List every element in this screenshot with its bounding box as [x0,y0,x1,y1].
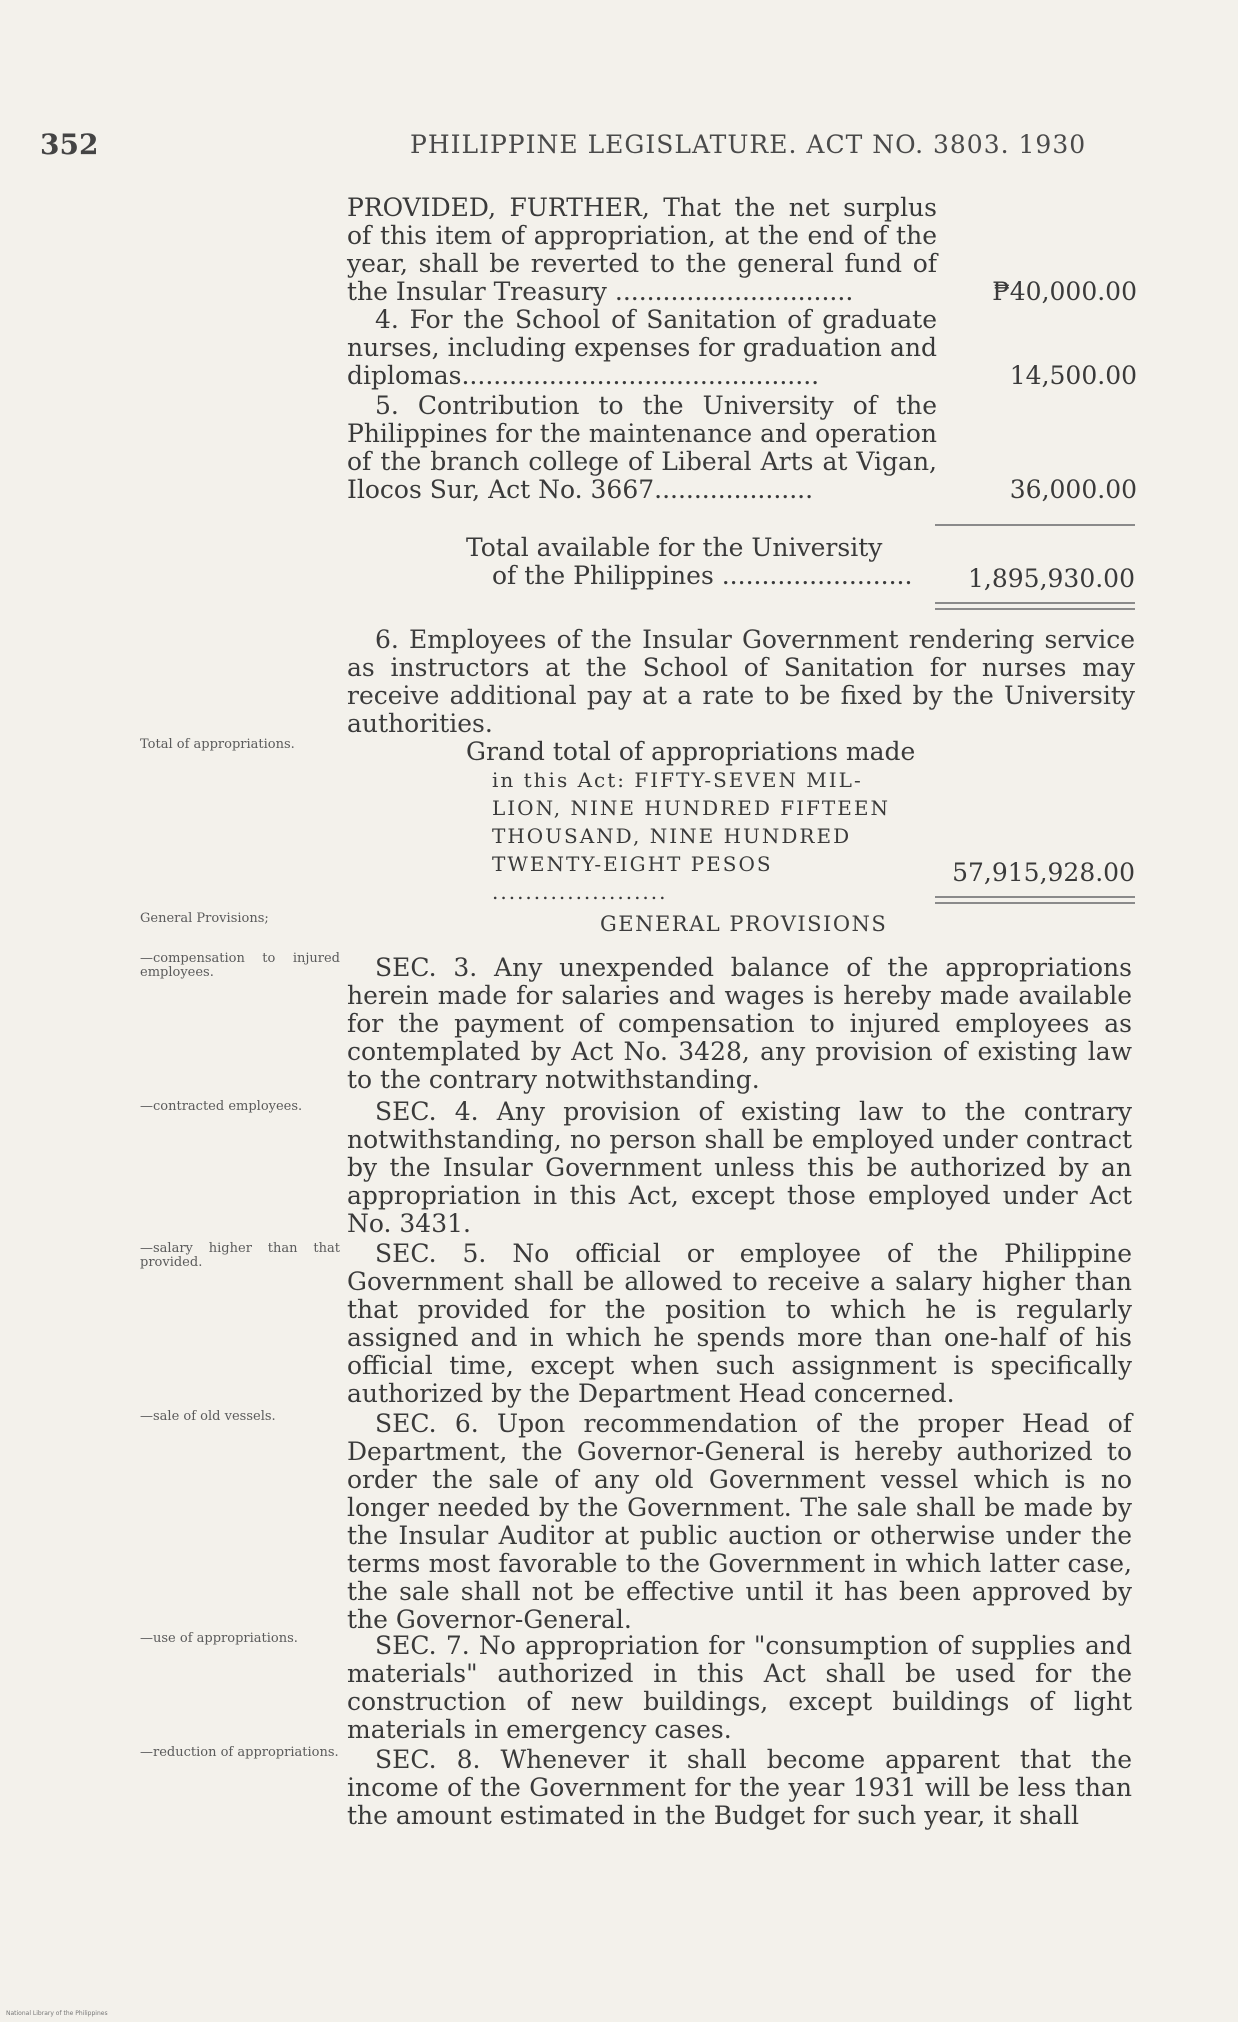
item-4-amount: 14,500.00 [1009,361,1137,390]
section-5: SEC. 5. No official or employee of the Philippine Government shall be allowed to receive a salary higher than that provided for the position to which he is regularly assigned and in which he spends more than one-half of his official time, except when such assignment is specifically authorized by the Department Head concerned. [347,1239,1132,1408]
section-6: SEC. 6. Upon recommendation of the proper Head of Department, the Governor-General is hereby authorized to order the sale of any old Government vessel which is no longer needed by the Government. The sale shall be made by the Insular Auditor at public auction or otherwise under the terms most favorable to the Government in which latter case, the sale shall not be effective until it has been approved by the Governor-General. [347,1409,1132,1634]
proviso-amount: ₱40,000.00 [992,277,1137,306]
margin-note-total: Total of appropriations. [140,737,295,752]
page-number: 352 [40,128,99,161]
grand-label-line-4: THOUSAND, NINE HUNDRED [492,824,852,848]
item-6-text: 6. Employees of the Insular Government rendering service as instructors at the School of Sanitation for nurses may receive additional pay at a rate to be fixed by the University authorities. [347,625,1135,738]
item-5-row [347,392,1137,504]
item-4-row [347,306,1137,390]
total-label-line-2: of the Philippines ........................ [492,561,913,590]
margin-note-contracted: —contracted employees. [140,1099,303,1114]
university-total-label [466,534,936,590]
section-3: SEC. 3. Any unexpended balance of the appropriations herein made for salaries and wages is hereby made available for the payment of compensation to injured employees as contemplated by Act No. 3428, any provision of existing law to the contrary notwithstanding. [347,953,1132,1094]
total-double-rule [935,602,1135,610]
general-provisions-heading: GENERAL PROVISIONS [600,912,888,936]
margin-note-compensation: —compensation to injured employees. [140,951,340,980]
section-4: SEC. 4. Any provision of existing law to the contrary notwithstanding, no person shall be employed under contract by the Insular Government unless this be authorized by an appropriation in this Act, except those employed under Act No. 3431. [347,1097,1132,1238]
proviso-row [347,194,1137,306]
item-5-text: 5. Contribution to the University of the Philippines for the maintenance and operation of the branch college of Liberal Arts at Vigan, Ilocos Sur, Act No. 3667.................... [347,391,937,504]
margin-note-general: General Provisions; [140,911,269,926]
margin-note-sale: —sale of old vessels. [140,1409,276,1424]
subtotal-rule [935,524,1135,526]
section-7: SEC. 7. No appropriation for "consumption of supplies and materials" authorized in this Act shall be used for the construction of new buildings, except buildings of light materials in emergency cases. [347,1631,1132,1744]
grand-label-line-5: TWENTY-EIGHT PESOS ..................... [492,852,773,904]
page-header [40,128,1140,168]
item-4-text: 4. For the School of Sanitation of graduate nurses, including expenses for graduation and diplomas............................................. [347,305,937,390]
margin-note-reduction: —reduction of appropriations. [140,1745,339,1760]
margin-note-use: —use of appropriations. [140,1631,298,1646]
footer-source: National Library of the Philippines [6,2010,108,2017]
grand-label-line-3: LION, NINE HUNDRED FIFTEEN [492,796,890,820]
running-title: PHILIPPINE LEGISLATURE. ACT NO. 3803. 1930 [410,130,1087,159]
grand-total-double-rule [935,896,1135,904]
grand-total-amount: 57,915,928.00 [952,858,1135,887]
grand-label-line-1: Grand total of appropriations made [466,737,916,766]
item-5-amount: 36,000.00 [1009,475,1137,504]
university-total-amount: 1,895,930.00 [968,564,1135,593]
margin-note-salary: —salary higher than that provided. [140,1241,340,1270]
grand-total-label [466,738,936,906]
total-label-line-1: Total available for the University [466,533,883,562]
proviso-text: PROVIDED, FURTHER, That the net surplus of this item of appropriation, at the end of the year, shall be reverted to the general fund of the Insular Treasury .............................. [347,193,937,306]
grand-label-line-2: in this Act: FIFTY-SEVEN MIL- [492,768,863,792]
section-8: SEC. 8. Whenever it shall become apparent that the income of the Government for the year 1931 will be less than the amount estimated in the Budget for such year, it shall [347,1745,1132,1830]
